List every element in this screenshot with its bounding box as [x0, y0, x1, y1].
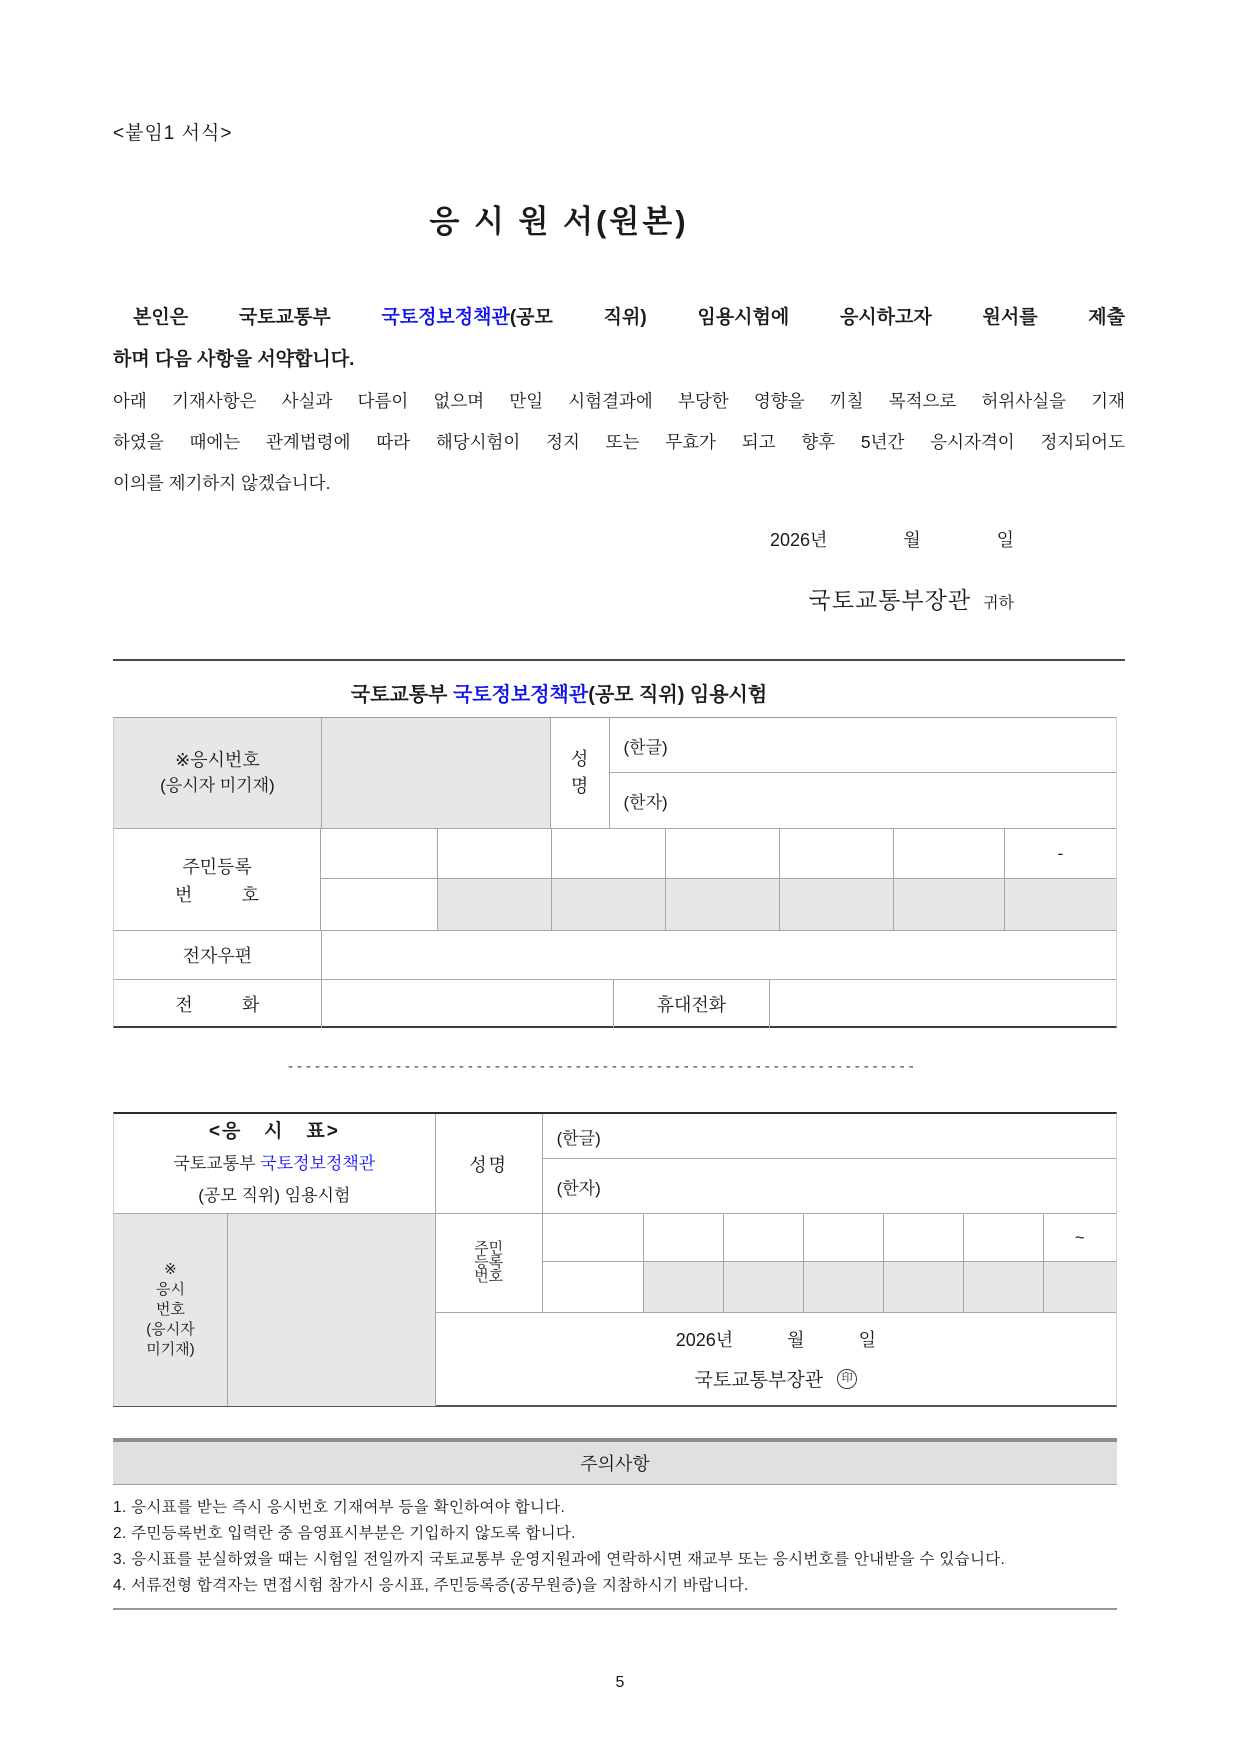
rrn-digit-cell[interactable] — [438, 829, 552, 878]
rrn-digit-cell[interactable] — [894, 829, 1005, 878]
notice-item: 2. 주민등록번호 입력란 중 음영표시부분은 기입하지 않도록 합니다. — [113, 1525, 576, 1542]
page-title: 응 시 원 서(원본) — [429, 204, 689, 239]
slip-title: <응 시 표> — [208, 1120, 340, 1142]
rrn-masked-cell — [1005, 879, 1116, 930]
rrn-digit-grid — [321, 829, 1116, 930]
rrn-digit-cell[interactable] — [964, 1214, 1044, 1261]
notice-item: 3. 응시표를 분실하였을 때는 시험일 전일까지 국토교통부 운영지원과에 연락하시면 재교부 또는 응시번호를 안내받을 수 있습니다. — [113, 1551, 1006, 1568]
rrn-digit-cell[interactable] — [543, 1262, 644, 1312]
table-row — [114, 718, 1116, 829]
application-table-title: 국토교통부 국토정보정책관(공모 직위) 임용시험 — [350, 684, 768, 706]
table-row — [114, 829, 1116, 931]
rrn-masked-cell — [884, 1262, 964, 1312]
slip-header-cell: <응 시 표> 국토교통부 국토정보정책관 (공모 직위) 임용시험 — [114, 1114, 436, 1213]
date-year: 2026년 — [770, 530, 828, 550]
email-label-cell: 전자우편 — [114, 931, 322, 979]
attachment-label: <붙임1 서식> — [113, 123, 233, 144]
table-row — [114, 1114, 1116, 1214]
recipient-honorific: 귀하 — [983, 595, 1014, 612]
rrn-masked-cell — [804, 1262, 884, 1312]
pledge-paragraph — [113, 297, 1125, 381]
date-day: 일 — [996, 530, 1014, 550]
application-table — [113, 717, 1117, 1028]
rrn-digit-cell[interactable] — [804, 1214, 884, 1261]
exam-number-label-cell: ※응시번호 (응시자 미기재) — [114, 718, 322, 828]
rrn-digit-cell[interactable] — [884, 1214, 964, 1261]
name-label-cell: 성 명 — [551, 718, 610, 828]
slip-name-hangul-cell[interactable]: (한글) — [543, 1114, 1116, 1159]
cut-separator: ---------------------------------------------------------------------- — [288, 1058, 918, 1075]
notice-title: 주의사항 — [580, 1454, 650, 1474]
slip-name-hanja-cell[interactable]: (한자) — [556, 1178, 601, 1198]
date-month: 월 — [903, 530, 921, 550]
slip-exam-number-input-cell[interactable] — [228, 1214, 436, 1406]
rrn-tilde-cell: ~ — [1074, 1227, 1085, 1247]
slip-date-line — [676, 1326, 876, 1352]
section-divider — [113, 659, 1125, 661]
exam-number-input-cell[interactable] — [322, 718, 551, 828]
rrn-dash-cell: - — [1057, 843, 1064, 863]
page-number: 5 — [615, 1674, 625, 1691]
phone-input-cell[interactable] — [322, 980, 614, 1028]
rrn-digit-cell[interactable] — [552, 829, 666, 878]
name-hanja-cell[interactable]: (한자) — [623, 793, 668, 812]
rrn-digit-cell[interactable] — [543, 1214, 644, 1261]
slip-exam-number-label-cell: ※ 응시 번호 (응시자 미기재) — [114, 1214, 228, 1406]
statement-line-3: 이의를 제기하지 않겠습니다. — [113, 473, 331, 493]
notice-header — [113, 1438, 1117, 1485]
rrn-masked-cell — [438, 879, 552, 930]
statement-line-2: 하였을 때에는 관계법령에 따라 해당시험이 정지 또는 무효가 되고 향후 5년간 응시자격이 정지되어도 — [113, 432, 1125, 452]
rrn-masked-cell — [894, 879, 1005, 930]
rrn-digit-cell[interactable] — [666, 829, 780, 878]
recipient-line — [809, 582, 1014, 615]
date-line — [770, 526, 1014, 552]
slip-date-sign-cell — [436, 1313, 1116, 1405]
rrn-masked-cell — [666, 879, 780, 930]
rrn-masked-cell — [780, 879, 894, 930]
mobile-label-cell: 휴대전화 — [614, 980, 771, 1028]
rrn-digit-cell[interactable] — [780, 829, 894, 878]
statement-line-1: 아래 기재사항은 사실과 다름이 없으며 만일 시험결과에 부당한 영향을 끼칠 목적으로 허위사실을 기재 — [113, 391, 1125, 411]
notice-list — [113, 1495, 1129, 1599]
statement-paragraph — [113, 381, 1125, 504]
pledge-line-1: 본인은 국토교통부 국토정보정책관(공모 직위) 임용시험에 응시하고자 원서를 제출 — [133, 307, 1126, 328]
slip-signer-line: 국토교통부장관 印 — [695, 1365, 857, 1392]
table-row — [114, 1214, 1116, 1406]
email-input-cell[interactable] — [322, 931, 1116, 979]
slip-name-value-cells — [543, 1114, 1116, 1213]
phone-label-cell: 전 화 — [114, 980, 322, 1028]
rrn-masked-cell — [644, 1262, 724, 1312]
recipient-name: 국토교통부장관 — [808, 587, 972, 613]
slip-name-label-cell: 성명 — [436, 1114, 543, 1213]
exam-slip-table — [113, 1112, 1117, 1407]
rrn-masked-cell — [1044, 1262, 1116, 1312]
rrn-digit-cell[interactable] — [321, 879, 438, 930]
slip-rrn-digit-grid — [543, 1214, 1116, 1312]
notice-item: 4. 서류전형 합격자는 면접시험 참가시 응시표, 주민등록증(공무원증)을 지참하시기 바랍니다. — [113, 1577, 749, 1594]
ministry-role-highlight: 국토정보정책관 — [381, 307, 510, 328]
table-row — [114, 980, 1116, 1028]
table-title-role-highlight: 국토정보정책관 — [452, 684, 589, 706]
bottom-divider — [113, 1608, 1117, 1610]
rrn-digit-cell[interactable] — [724, 1214, 804, 1261]
rrn-masked-cell — [724, 1262, 804, 1312]
slip-date-day: 일 — [858, 1330, 876, 1350]
slip-role-highlight: 국토정보정책관 — [260, 1153, 376, 1173]
name-value-cells — [610, 718, 1117, 828]
rrn-digit-cell[interactable] — [321, 829, 438, 878]
slip-date-month: 월 — [787, 1330, 805, 1350]
slip-date-year: 2026년 — [675, 1330, 734, 1350]
rrn-label-cell: 주민등록 번 호 — [114, 829, 321, 930]
rrn-masked-cell — [552, 879, 666, 930]
rrn-digit-cell[interactable] — [644, 1214, 724, 1261]
name-hangul-cell[interactable]: (한글) — [610, 718, 1117, 773]
pledge-line-2: 하며 다음 사항을 서약합니다. — [113, 349, 355, 370]
mobile-input-cell[interactable] — [770, 980, 1116, 1028]
table-row — [114, 931, 1116, 980]
notice-item: 1. 응시표를 받는 즉시 응시번호 기재여부 등을 확인하여야 합니다. — [113, 1499, 566, 1516]
rrn-masked-cell — [964, 1262, 1044, 1312]
stamp-icon: 印 — [837, 1369, 857, 1389]
slip-rrn-label-cell: 주민 등록 번호 — [436, 1214, 543, 1312]
